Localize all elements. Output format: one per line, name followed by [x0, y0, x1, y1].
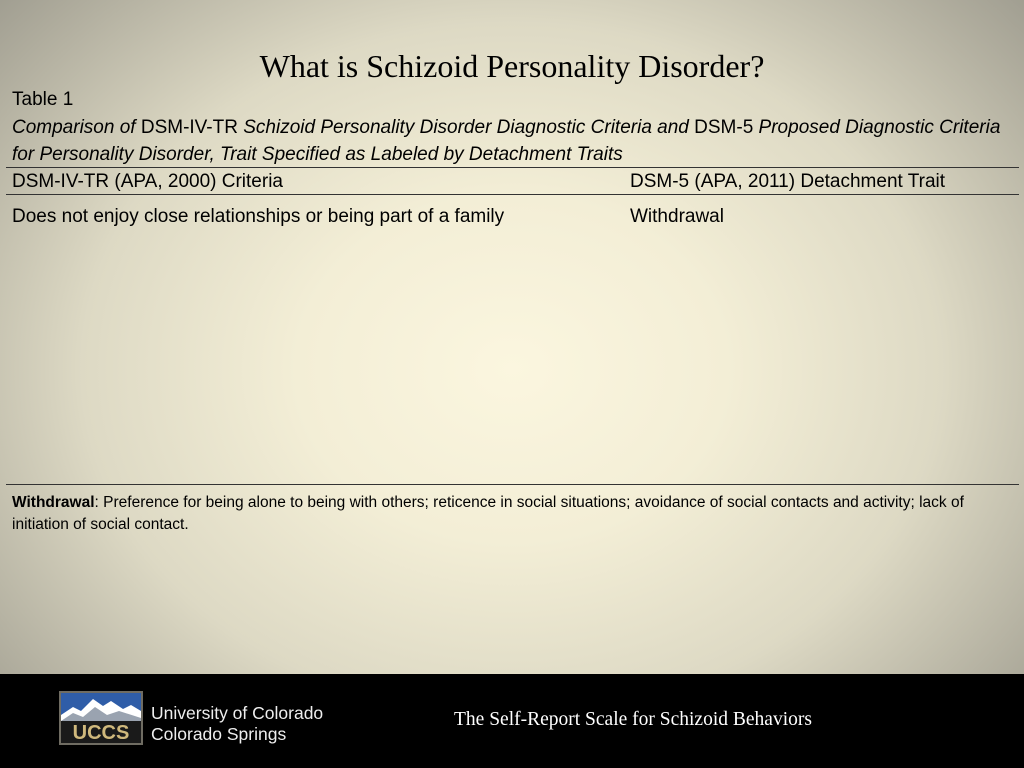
note-definition: : Preference for being alone to being with others; reticence in social situations; avoidance of social contacts and activity; lack of initiation of social contact.: [12, 494, 964, 533]
footer-bar: [0, 674, 1024, 768]
table-number: Table 1: [12, 89, 74, 110]
table-caption: [12, 114, 1017, 168]
table-header-dsm-5: DSM-5 (APA, 2011) Detachment Trait: [630, 171, 946, 192]
table-note: [12, 492, 1002, 536]
table-header-dsm-iv: DSM-IV-TR (APA, 2000) Criteria: [12, 171, 283, 192]
caption-part-5: Proposed Diagnostic Criteria for Personality Disorder, Trait Specified as Labeled by Detachment Traits: [12, 117, 1001, 165]
caption-part-3: Schizoid Personality Disorder Diagnostic Criteria and: [237, 117, 695, 138]
table-header-rule: [6, 194, 1019, 195]
caption-part-4: DSM-5: [694, 117, 754, 138]
table-bottom-rule: [6, 484, 1019, 485]
university-line-2: Colorado Springs: [151, 724, 287, 744]
caption-part-2: DSM-IV-TR: [140, 117, 238, 138]
table-top-rule: [6, 167, 1019, 168]
table-cell-trait: Withdrawal: [630, 206, 724, 227]
caption-part-1: Comparison of: [12, 117, 141, 138]
logo-letters: UCCS: [72, 722, 130, 744]
university-line-1: University of Colorado: [151, 703, 324, 723]
presentation-title: The Self-Report Scale for Schizoid Behaviors: [454, 709, 812, 730]
university-name: [151, 703, 323, 745]
uccs-logo: [59, 691, 143, 745]
uccs-logo-graphic: [59, 691, 143, 745]
slide-title: What is Schizoid Personality Disorder?: [259, 48, 765, 84]
table-cell-criterion: Does not enjoy close relationships or being part of a family: [12, 206, 505, 227]
note-term: Withdrawal: [12, 494, 95, 511]
